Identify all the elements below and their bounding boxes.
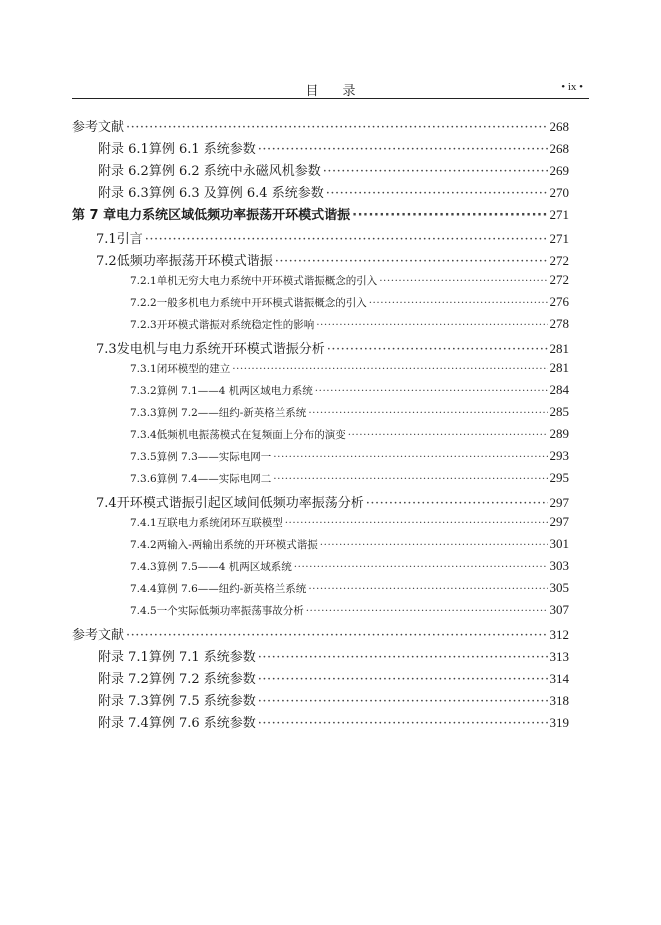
toc-entry[interactable] bbox=[72, 294, 569, 316]
toc-entry[interactable] bbox=[72, 646, 569, 668]
toc-dot-leader bbox=[326, 186, 548, 201]
running-header bbox=[72, 76, 589, 99]
toc-entry-number: 7.3.3 bbox=[130, 407, 157, 419]
toc-entry-page: 285 bbox=[549, 404, 569, 419]
toc-dot-leader bbox=[369, 297, 548, 309]
toc-entry-page: 313 bbox=[549, 649, 569, 664]
toc-dot-leader bbox=[316, 319, 547, 331]
toc-entry-number: 7.3.1 bbox=[130, 363, 157, 375]
toc-entry-page: 301 bbox=[549, 536, 569, 551]
toc-entry-title: 算例 7.6 系统参数 bbox=[148, 716, 256, 731]
toc-entry-title: 引言 bbox=[116, 232, 143, 247]
toc-entry[interactable] bbox=[72, 470, 569, 492]
toc-entry-number: 7.4.5 bbox=[130, 605, 157, 617]
header-title: 目录 bbox=[305, 84, 380, 99]
toc-dot-leader bbox=[352, 208, 547, 223]
toc-dot-leader bbox=[327, 342, 548, 357]
toc-entry-page: 314 bbox=[549, 671, 569, 686]
toc-entry[interactable] bbox=[72, 514, 569, 536]
toc-entry-title: 电力系统区域低频功率振荡开环模式谐振 bbox=[116, 208, 351, 223]
toc-entry-page: 307 bbox=[549, 602, 569, 617]
toc-entry-page: 319 bbox=[549, 715, 569, 730]
toc-entry[interactable] bbox=[72, 580, 569, 602]
toc-dot-leader bbox=[285, 517, 548, 529]
toc-entry[interactable] bbox=[72, 448, 569, 470]
toc-entry[interactable] bbox=[72, 426, 569, 448]
toc-entry-page: 318 bbox=[549, 693, 569, 708]
toc-entry-page: 268 bbox=[549, 141, 569, 156]
toc-entry[interactable] bbox=[72, 360, 569, 382]
toc-entry-number: 7.4.4 bbox=[130, 583, 157, 595]
toc-entry-title: 算例 7.1——4 机两区域电力系统 bbox=[156, 385, 313, 397]
toc-entry-page: 271 bbox=[549, 231, 569, 246]
toc-entry-page: 272 bbox=[549, 272, 569, 287]
toc-entry-title: 参考文献 bbox=[72, 628, 125, 643]
toc-entry-title: 两输入-两输出系统的开环模式谐振 bbox=[156, 539, 318, 551]
toc-entry-number: 7.4.1 bbox=[130, 517, 157, 529]
toc-entry[interactable] bbox=[72, 338, 569, 360]
toc-entry[interactable] bbox=[72, 250, 569, 272]
toc-dot-leader bbox=[258, 142, 548, 157]
toc-entry[interactable] bbox=[72, 690, 569, 712]
toc-dot-leader bbox=[126, 120, 547, 135]
toc-entry[interactable] bbox=[72, 182, 569, 204]
toc-entry[interactable] bbox=[72, 404, 569, 426]
toc-entry-number: 7.3.6 bbox=[130, 473, 157, 485]
toc-entry-title: 算例 7.2——纽约-新英格兰系统 bbox=[156, 407, 307, 419]
toc-dot-leader bbox=[258, 716, 548, 731]
toc-entry-page: 305 bbox=[549, 580, 569, 595]
toc-entry-number: 7.2.1 bbox=[130, 275, 157, 287]
toc-dot-leader bbox=[273, 473, 547, 485]
toc-entry-number: 附录 7.2 bbox=[98, 672, 149, 687]
toc-entry-title: 发电机与电力系统开环模式谐振分析 bbox=[116, 342, 325, 357]
toc-entry[interactable] bbox=[72, 712, 569, 734]
toc-entry-title: 参考文献 bbox=[72, 120, 125, 135]
toc-entry-page: 297 bbox=[549, 514, 569, 529]
toc-dot-leader bbox=[308, 407, 547, 419]
toc-dot-leader bbox=[315, 385, 548, 397]
toc-entry-number: 7.4 bbox=[96, 496, 117, 511]
toc-entry-number: 附录 7.1 bbox=[98, 650, 149, 665]
toc-entry-title: 低频功率振荡开环模式谐振 bbox=[116, 254, 273, 269]
toc-entry-page: 281 bbox=[549, 341, 569, 356]
toc-dot-leader bbox=[258, 694, 548, 709]
toc-entry-number: 附录 7.4 bbox=[98, 716, 149, 731]
toc-entry-number: 附录 6.2 bbox=[98, 164, 149, 179]
toc-entry-number: 附录 6.3 bbox=[98, 186, 149, 201]
toc-entry[interactable] bbox=[72, 668, 569, 690]
toc-dot-leader bbox=[308, 583, 547, 595]
toc-dot-leader bbox=[258, 650, 548, 665]
toc-entry[interactable] bbox=[72, 558, 569, 580]
toc-entry-page: 284 bbox=[549, 382, 569, 397]
toc-entry[interactable] bbox=[72, 492, 569, 514]
toc-entry-title: 算例 6.3 及算例 6.4 系统参数 bbox=[148, 186, 324, 201]
toc-entry-title: 算例 7.5——4 机两区域系统 bbox=[156, 561, 292, 573]
toc-entry-title: 闭环模型的建立 bbox=[156, 363, 231, 375]
toc-entry-page: 312 bbox=[549, 627, 569, 642]
toc-entry-number: 附录 6.1 bbox=[98, 142, 149, 157]
toc-dot-leader bbox=[366, 496, 548, 511]
toc-dot-leader bbox=[126, 628, 547, 643]
toc-entry-title: 单机无穷大电力系统中开环模式谐振概念的引入 bbox=[156, 275, 378, 287]
toc-entry[interactable] bbox=[72, 382, 569, 404]
toc-dot-leader bbox=[275, 254, 548, 269]
header-page-number: • ix • bbox=[561, 81, 583, 93]
toc-entry-page: 295 bbox=[549, 470, 569, 485]
toc-entry-page: 303 bbox=[549, 558, 569, 573]
toc-entry[interactable] bbox=[72, 228, 569, 250]
toc-entry-title: 互联电力系统闭环互联模型 bbox=[156, 517, 283, 529]
toc-entry-number: 7.3 bbox=[96, 342, 117, 357]
toc-entry-number: 第 7 章 bbox=[72, 208, 117, 223]
toc-dot-leader bbox=[379, 275, 547, 287]
toc-entry[interactable] bbox=[72, 536, 569, 558]
toc-entry-number: 7.2 bbox=[96, 254, 117, 269]
toc-entry-title: 低频机电振荡模式在复频面上分布的演变 bbox=[156, 429, 346, 441]
toc-entry-title: 算例 7.4——实际电网二 bbox=[156, 473, 272, 485]
toc-entry-page: 269 bbox=[549, 163, 569, 178]
toc-entry-number: 7.3.4 bbox=[130, 429, 157, 441]
toc-entry-number: 7.2.3 bbox=[130, 319, 157, 331]
toc-entry-number: 7.3.2 bbox=[130, 385, 157, 397]
toc-entry-page: 297 bbox=[549, 495, 569, 510]
toc-entry-title: 一般多机电力系统中开环模式谐振概念的引入 bbox=[156, 297, 367, 309]
toc-entry[interactable] bbox=[72, 624, 569, 646]
toc-entry-page: 289 bbox=[549, 426, 569, 441]
toc-dot-leader bbox=[320, 539, 548, 551]
toc-entry-page: 270 bbox=[549, 185, 569, 200]
toc-entry[interactable] bbox=[72, 316, 569, 338]
toc-entry-number: 7.1 bbox=[96, 232, 117, 247]
toc-entry-title: 算例 6.1 系统参数 bbox=[148, 142, 256, 157]
toc-entry[interactable] bbox=[72, 138, 569, 160]
toc-entry-page: 271 bbox=[549, 207, 569, 222]
toc-entry-page: 293 bbox=[549, 448, 569, 463]
toc-entry-page: 278 bbox=[549, 316, 569, 331]
toc-entry[interactable] bbox=[72, 602, 569, 624]
toc-entry-number: 7.2.2 bbox=[130, 297, 157, 309]
toc-entry[interactable] bbox=[72, 272, 569, 294]
toc-entry[interactable] bbox=[72, 160, 569, 182]
toc-entry-page: 276 bbox=[549, 294, 569, 309]
toc-dot-leader bbox=[258, 672, 548, 687]
toc-entry-title: 算例 7.6——纽约-新英格兰系统 bbox=[156, 583, 307, 595]
toc-entry-number: 7.3.5 bbox=[130, 451, 157, 463]
toc-entry-page: 281 bbox=[549, 360, 569, 375]
toc-entry-title: 开环模式谐振引起区域间低频功率振荡分析 bbox=[116, 496, 364, 511]
toc-entry-page: 272 bbox=[549, 253, 569, 268]
toc-entry-title: 算例 7.1 系统参数 bbox=[148, 650, 256, 665]
toc-dot-leader bbox=[323, 164, 548, 179]
toc-entry-title: 算例 7.3——实际电网一 bbox=[156, 451, 272, 463]
toc-dot-leader bbox=[232, 363, 547, 375]
toc-entry[interactable] bbox=[72, 116, 569, 138]
toc-entry-title: 算例 6.2 系统中永磁风机参数 bbox=[148, 164, 321, 179]
toc-dot-leader bbox=[294, 561, 548, 573]
toc-entry-title: 开环模式谐振对系统稳定性的影响 bbox=[156, 319, 315, 331]
toc-entry-page: 268 bbox=[549, 119, 569, 134]
toc-entry-title: 一个实际低频功率振荡事故分析 bbox=[156, 605, 304, 617]
table-of-contents bbox=[72, 116, 569, 734]
toc-dot-leader bbox=[348, 429, 548, 441]
toc-dot-leader bbox=[273, 451, 547, 463]
toc-entry[interactable] bbox=[72, 204, 569, 228]
toc-dot-leader bbox=[306, 605, 548, 617]
toc-entry-title: 算例 7.2 系统参数 bbox=[148, 672, 256, 687]
toc-entry-number: 7.4.3 bbox=[130, 561, 157, 573]
toc-entry-number: 7.4.2 bbox=[130, 539, 157, 551]
toc-dot-leader bbox=[145, 232, 548, 247]
toc-entry-title: 算例 7.5 系统参数 bbox=[148, 694, 256, 709]
toc-entry-number: 附录 7.3 bbox=[98, 694, 149, 709]
